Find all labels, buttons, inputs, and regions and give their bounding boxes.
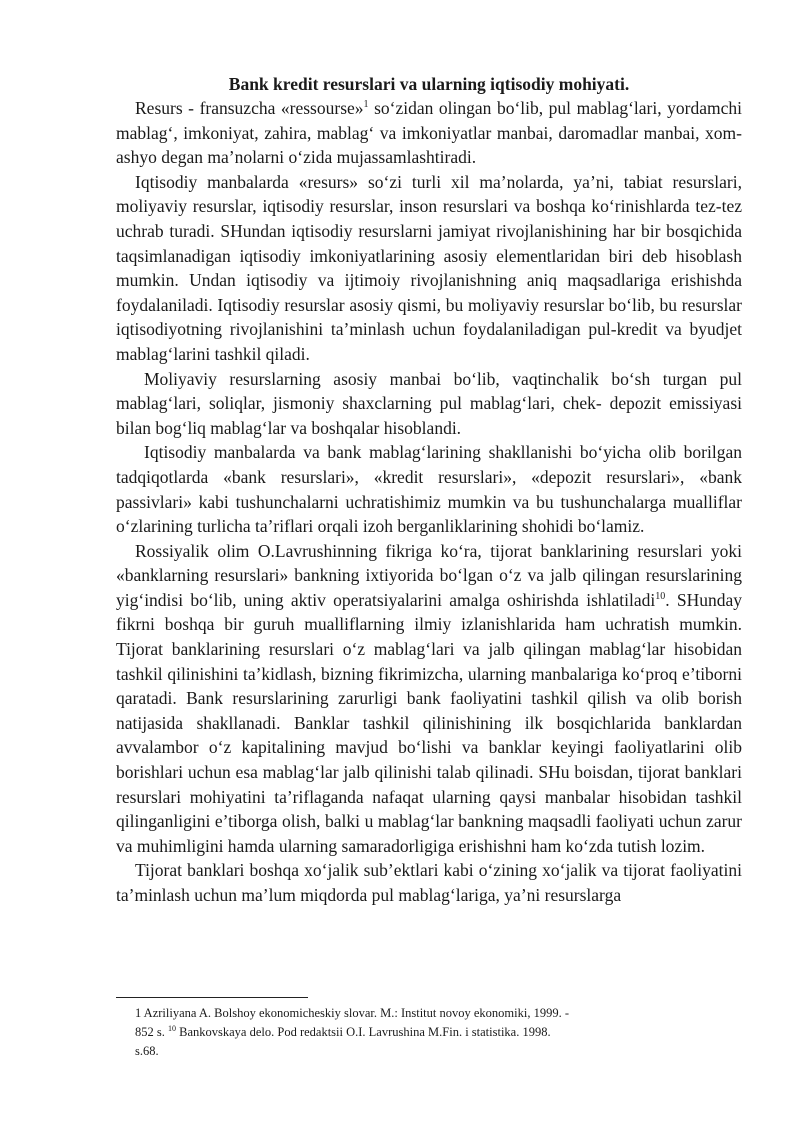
footnote-text: 1 Azriliyana A. Bolshoy ekonomicheskiy slovar. M.: Institut novoy ekonomiki, 1999. - 852 s. bbox=[135, 1006, 569, 1039]
footnote-ref-10: 10 bbox=[655, 591, 666, 603]
paragraph-5 bbox=[116, 539, 742, 859]
paragraph-5-text-cont: . SHunday fikrni boshqa bir guruh mualliflarning ilmiy izlanishlarida ham uchratish mumkin. Tijorat banklarining resurslari o‘z mablag‘lari va jalb qilingan mablag‘lar hisobidan tashkil qilinishini ta’kidlash, bizning fikrimizcha, ularning manbalariga ko‘proq e’tiborni qaratadi. Bank resurslarining zarurligi bank faoliyatini tashkil qilish va olib borish natijasida shakllanadi. Banklar tashkil qilinishining ilk bosqichlarida banklardan avvalambor o‘z kapitalining mavjud bo‘lishi va banklar keyingi faoliyatlarini olib borishlari uchun esa mablag‘lar jalb qilinishi talab qilinadi. SHu boisdan, tijorat banklari resurslari mohiyatini ta’riflaganda nafaqat ularning qaysi manbalar hisobidan tashkil qilinganligini e’tiborga olish, balki u mablag‘lar bankning maqsadli faoliyati uchun zarur va muhimligini hamda ularning samaradorligiga erishishni ham ko‘zda tutish lozim. bbox=[116, 589, 743, 856]
paragraph-1-text-cont: so‘zidan olingan bo‘lib, pul mablag‘lari, yordamchi mablag‘, imkoniyat, zahira, mablag‘ va imkoniyatlar manbai, daromadlar manbai, xom-ashyo degan ma’nolarni o‘zida mujassamlashtiradi. bbox=[116, 98, 743, 168]
paragraph-6: Tijorat banklari boshqa xo‘jalik sub’ektlari kabi o‘zining xo‘jalik va tijorat faoliyatini ta’minlash uchun ma’lum miqdorda pul mablag‘lariga, ya’ni resurslarga bbox=[116, 860, 742, 905]
footnote-text-cont: Bankovskaya delo. Pod redaktsii O.I. Lavrushina M.Fin. i statistika. 1998. s.68. bbox=[135, 1025, 551, 1058]
paragraph-3: Moliyaviy resurslarning asosiy manbai bo‘lib, vaqtinchalik bo‘sh turgan pul mablag‘lari, soliqlar, jismoniy shaxclarning pul mablag‘lari, chek- depozit emissiyasi bilan bog‘liq mablag‘lar va boshqalar hisoblandi. bbox=[116, 368, 742, 438]
paragraph-4: Iqtisodiy manbalarda va bank mablag‘larining shakllanishi bo‘yicha olib borilgan tadqiqotlarda «bank resurslari», «kredit resurslari», «depozit resurslari», «bank passivlari» kabi tushunchalarni uchratishimiz mumkin va bu tushunchalarga mualliflar o‘zlarining turlicha ta’riflari orqali izoh berganliklarining shohidi bo‘lamiz. bbox=[116, 442, 742, 537]
footnote-divider bbox=[116, 997, 308, 998]
paragraph-2: Iqtisodiy manbalarda «resurs» so‘zi turli xil ma’nolarda, ya’ni, tabiat resurslari, moliyaviy resurslar, iqtisodiy resurslar, inson resurslari va boshqa ko‘rinishlarda tez-tez uchrab turadi. SHundan iqtisodiy resurslarni jamiyat rivojlanishining har bir bosqichida taqsimlanadigan iqtisodiy imkoniyatlarining asosiy elementlaridan biri deb hisoblash mumkin. Undan iqtisodiy va ijtimoiy rivojlanishning aniq maqsadlariga erishishda foydalaniladi. Iqtisodiy resurslar asosiy qismi, bu moliyaviy resurslar bo‘lib, bu resurslar iqtisodiyotning rivojlanishini ta’minlash uchun foydalaniladigan pul-kredit va byudjet mablag‘larini tashkil qiladi. bbox=[116, 171, 742, 364]
page-title: Bank kredit resurslari va ularning iqtisodiy mohiyati. bbox=[228, 74, 630, 94]
footnote-sup: 10 bbox=[168, 1023, 176, 1033]
paragraph-5-text: Rossiyalik olim O.Lavrushinning fikriga ko‘ra, tijorat banklarining resurslari yoki «banklarning resurslari» bankning ixtiyorida bo‘lgan o‘z va jalb qilingan resurslarining yig‘indisi bo‘lib, uning aktiv operatsiyalarini amalga oshirishda ishlatiladi bbox=[116, 540, 742, 610]
footnote-ref-1: 1 bbox=[363, 99, 369, 111]
paragraph-1 bbox=[116, 96, 742, 170]
footnote bbox=[135, 1004, 575, 1061]
paragraph-1-text: Resurs - fransuzcha «ressourse» bbox=[135, 98, 364, 118]
body-text bbox=[116, 96, 742, 908]
